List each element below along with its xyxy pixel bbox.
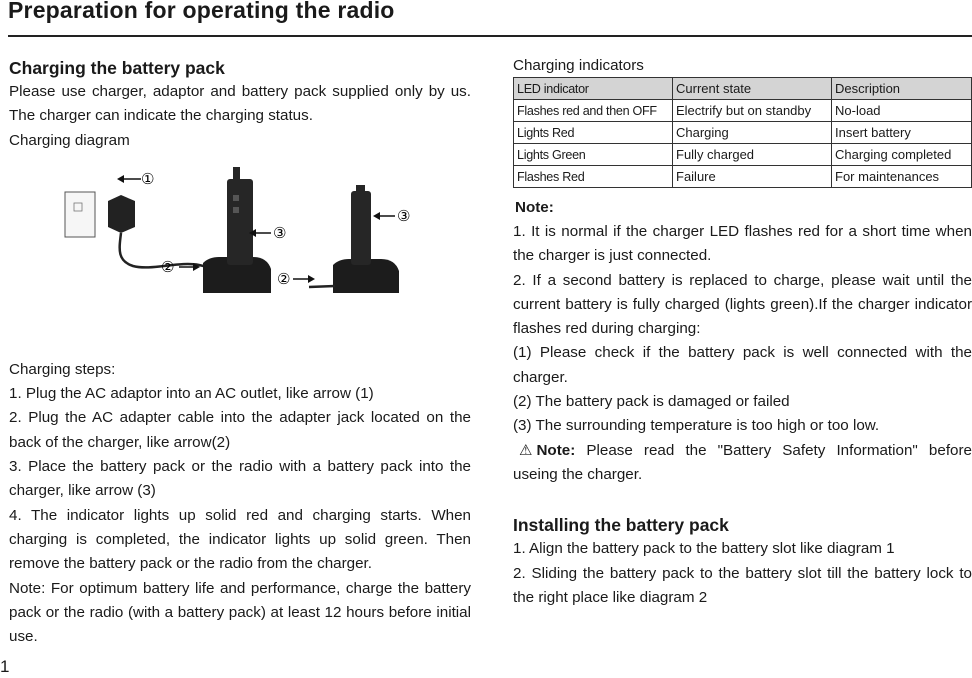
charging-step-2: 2. Plug the AC adapter cable into the adapter jack located on the back of the charger, like arrow(2) xyxy=(9,409,471,451)
callout-3b-label: ③ xyxy=(397,206,411,225)
charging-indicators-table xyxy=(513,77,972,188)
right-column xyxy=(513,56,972,610)
radio-antenna-icon xyxy=(233,167,240,181)
table-header-cell: Description xyxy=(832,78,972,100)
charging-diagram-illustration xyxy=(9,153,471,358)
table-row xyxy=(514,144,972,166)
notes-heading: Note: xyxy=(515,199,554,216)
note-item-4: (2) The battery pack is damaged or failed xyxy=(513,393,790,411)
installing-item-1: 1. Align the battery pack to the battery slot like diagram 1 xyxy=(513,540,895,558)
arrow-3b-head-icon xyxy=(373,212,380,220)
table-cell: Charging xyxy=(673,122,832,144)
charging-heading: Charging the battery pack xyxy=(9,58,225,78)
callout-1-label: ① xyxy=(141,169,155,188)
table-row xyxy=(514,166,972,188)
radio-button-icon xyxy=(233,207,239,213)
table-cell: No-load xyxy=(832,100,972,122)
charging-steps-label: Charging steps: xyxy=(9,360,116,378)
installing-item-2: 2. Sliding the battery pack to the battery slot till the battery lock to the right place like diagram 2 xyxy=(513,564,972,606)
installing-heading: Installing the battery pack xyxy=(513,515,729,536)
charging-note: Note: For optimum battery life and performance, charge the battery pack or the radio (with a battery pack) at least 12 hours before initial use. xyxy=(9,579,471,646)
warning-triangle-icon: ⚠ xyxy=(519,441,533,459)
charging-step-1: 1. Plug the AC adaptor into an AC outlet, like arrow (1) xyxy=(9,385,374,403)
table-row xyxy=(514,122,972,144)
battery-top-icon xyxy=(356,185,365,193)
page-title: Preparation for operating the radio xyxy=(8,0,395,23)
table-header-cell: LED indicator xyxy=(514,78,673,100)
radio-button-icon xyxy=(233,195,239,201)
wall-outlet-icon xyxy=(65,192,95,237)
table-cell: For maintenances xyxy=(832,166,972,188)
callout-2b-label: ② xyxy=(277,269,291,288)
charging-diagram-label: Charging diagram xyxy=(9,131,130,149)
battery-safety-warning xyxy=(513,439,972,488)
warning-text: Please read the "Battery Safety Information" before useing the charger. xyxy=(513,441,972,483)
table-cell: Fully charged xyxy=(673,144,832,166)
arrow-1-head-icon xyxy=(117,175,124,183)
callout-2-label: ② xyxy=(161,257,175,276)
left-column xyxy=(9,56,471,649)
note-item-2: 2. If a second battery is replaced to charge, please wait until the current battery is fully charged (lights green).If the charger indicator flashes red during charging: xyxy=(513,271,972,338)
charger-2-cable-icon xyxy=(309,286,335,287)
note-item-3: (1) Please check if the battery pack is well connected with the charger. xyxy=(513,344,972,386)
table-header-cell: Current state xyxy=(673,78,832,100)
ac-adapter-icon xyxy=(108,195,135,233)
title-divider xyxy=(8,35,972,37)
charging-step-3: 3. Place the battery pack or the radio with a battery pack into the charger, like arrow (3) xyxy=(9,458,471,500)
table-cell: Insert battery xyxy=(832,122,972,144)
table-cell: Electrify but on standby xyxy=(673,100,832,122)
table-cell: Charging completed xyxy=(832,144,972,166)
table-cell: Flashes red and then OFF xyxy=(514,100,673,122)
arrow-2b-head-icon xyxy=(308,275,315,283)
warning-label: Note: xyxy=(536,441,576,459)
table-header-row xyxy=(514,78,972,100)
table-row xyxy=(514,100,972,122)
page-number: 1 xyxy=(0,657,10,676)
table-cell: Failure xyxy=(673,166,832,188)
battery-pack-icon xyxy=(351,191,371,265)
note-item-5: (3) The surrounding temperature is too high or too low. xyxy=(513,417,880,435)
radio-in-charger-icon xyxy=(227,179,253,265)
note-item-1: 1. It is normal if the charger LED flashes red for a short time when the charger is just connected. xyxy=(513,223,972,265)
table-cell: Lights Green xyxy=(514,144,673,166)
table-cell: Flashes Red xyxy=(514,166,673,188)
indicators-title: Charging indicators xyxy=(513,57,644,74)
table-cell: Lights Red xyxy=(514,122,673,144)
charging-diagram xyxy=(9,153,471,358)
charging-intro: Please use charger, adaptor and battery pack supplied only by us. The charger can indicate the charging status. xyxy=(9,83,471,125)
charging-step-4: 4. The indicator lights up solid red and charging starts. When charging is completed, the indicator lights up solid green. Then remove the battery pack or the radio from the charger. xyxy=(9,506,471,573)
callout-3-label: ③ xyxy=(273,223,287,242)
